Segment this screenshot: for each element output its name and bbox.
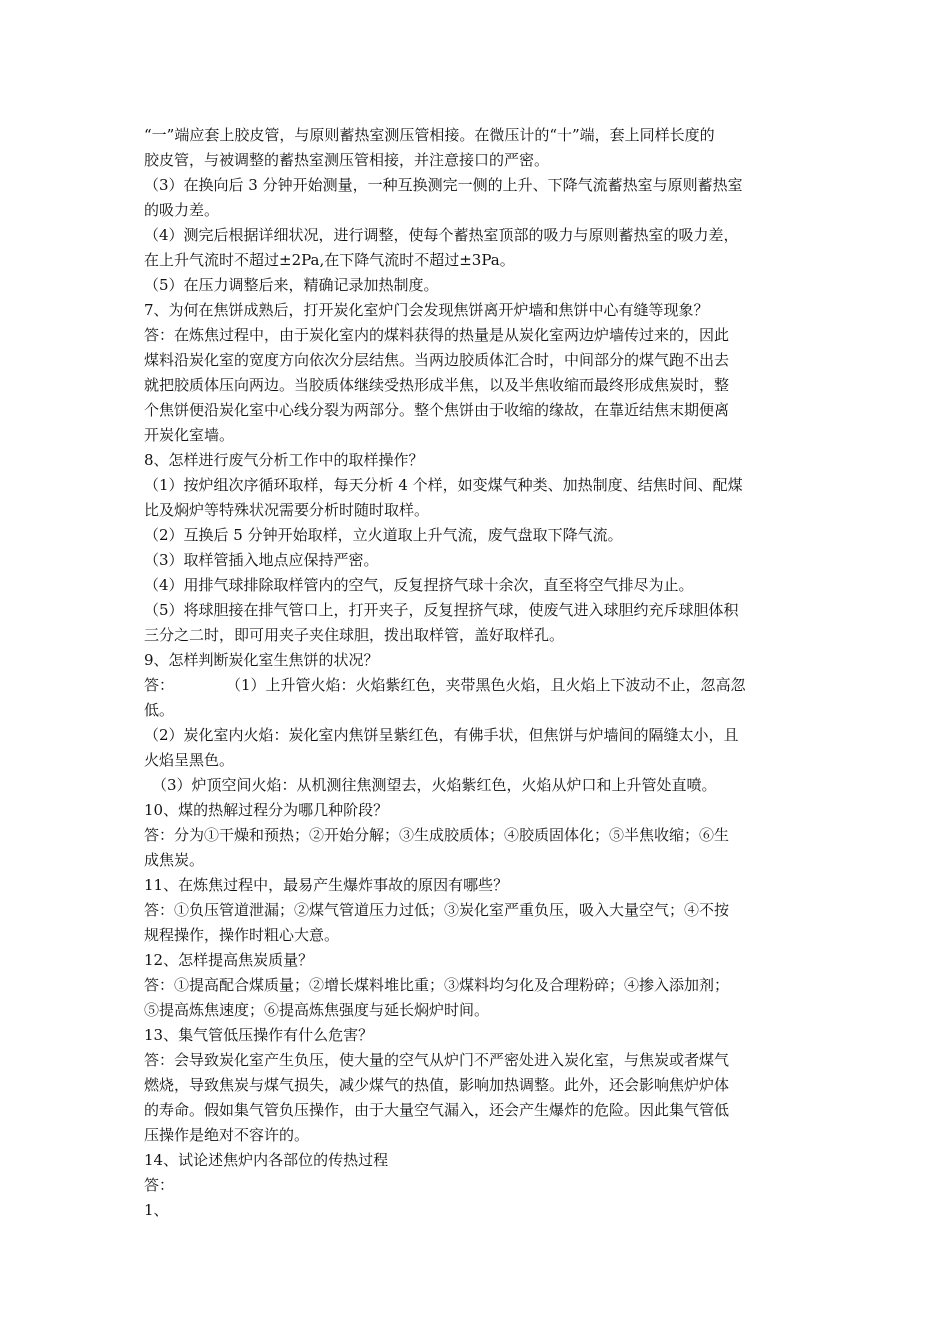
text-line: 低。 xyxy=(144,701,175,719)
answer-line: 成焦炭。 xyxy=(144,851,205,869)
text-line: （5）将球胆接在排气管口上，打开夹子，反复捏挤气球，使废气进入球胆约充斥球胆体积 xyxy=(144,601,739,619)
list-marker: 1、 xyxy=(144,1201,169,1219)
text-line: （1）按炉组次序循环取样，每天分析 4 个样，如变煤气种类、加热制度、结焦时间、配煤 xyxy=(144,476,743,494)
answer-item: （1）上升管火焰：火焰紫红色，夹带黑色火焰，且火焰上下波动不止，忽高忽 xyxy=(226,676,746,694)
answer-line xyxy=(144,673,808,698)
question-heading: 14、试论述焦炉内各部位的传热过程 xyxy=(144,1151,389,1169)
question-heading: 7、为何在焦饼成熟后，打开炭化室炉门会发现焦饼离开炉墙和焦饼中心有缝等现象？ xyxy=(144,301,709,319)
question-heading: 12、怎样提高焦炭质量？ xyxy=(144,951,314,969)
answer-line: 压操作是绝对不容许的。 xyxy=(144,1126,310,1144)
text-line: （2）炭化室内火焰：炭化室内焦饼呈紫红色，有佛手状，但焦饼与炉墙间的隔缝太小，且 xyxy=(144,726,739,744)
answer-line: 就把胶质体压向两边。当胶质体继续受热形成半焦，以及半焦收缩而最终形成焦炭时，整 xyxy=(144,376,730,394)
question-heading: 8、怎样进行废气分析工作中的取样操作？ xyxy=(144,451,424,469)
question-heading: 11、在炼焦过程中，最易产生爆炸事故的原因有哪些？ xyxy=(144,876,509,894)
answer-line: 答：分为①干燥和预热；②开始分解；③生成胶质体；④胶质固体化；⑤半焦收缩；⑥生 xyxy=(144,826,730,844)
text-line: 三分之二时，即可用夹子夹住球胆，拨出取样管，盖好取样孔。 xyxy=(144,626,565,644)
text-line: 胶皮管，与被调整的蓄热室测压管相接，并注意接口的严密。 xyxy=(144,151,550,169)
text-line: 的吸力差。 xyxy=(144,201,220,219)
text-line: （3）炉顶空间火焰：从机测往焦测望去，火焰紫红色，火焰从炉口和上升管处直喷。 xyxy=(152,776,717,794)
answer-line: 煤料沿炭化室的宽度方向依次分层结焦。当两边胶质体汇合时，中间部分的煤气跑不出去 xyxy=(144,351,730,369)
answer-label: 答： xyxy=(144,676,175,694)
answer-line: 答：会导致炭化室产生负压，使大量的空气从炉门不严密处进入炭化室，与焦炭或者煤气 xyxy=(144,1051,730,1069)
text-line: 在上升气流时不超过±2Pa,在下降气流时不超过±3Pa。 xyxy=(144,251,515,269)
answer-line: 的寿命。假如集气管负压操作，由于大量空气漏入，还会产生爆炸的危险。因此集气管低 xyxy=(144,1101,730,1119)
answer-line: 开炭化室墙。 xyxy=(144,426,235,444)
answer-line: 个焦饼便沿炭化室中心线分裂为两部分。整个焦饼由于收缩的缘故，在靠近结焦末期便离 xyxy=(144,401,730,419)
answer-line: 燃烧，导致焦炭与煤气损失，减少煤气的热值，影响加热调整。此外，还会影响焦炉炉体 xyxy=(144,1076,730,1094)
document-body xyxy=(144,123,808,1223)
text-line: （4）用排气球排除取样管内的空气，反复捏挤气球十余次，直至将空气排尽为止。 xyxy=(144,576,694,594)
text-line: （3）取样管插入地点应保持严密。 xyxy=(144,551,379,569)
text-line: “一”端应套上胶皮管，与原则蓄热室测压管相接。在微压计的“十”端，套上同样长度的 xyxy=(144,126,715,144)
question-heading: 13、集气管低压操作有什么危害？ xyxy=(144,1026,374,1044)
answer-line: 答：在炼焦过程中，由于炭化室内的煤料获得的热量是从炭化室两边炉墙传过来的，因此 xyxy=(144,326,730,344)
text-line: 比及焖炉等特殊状况需要分析时随时取样。 xyxy=(144,501,430,519)
text-line: （4）测完后根据详细状况，进行调整，使每个蓄热室顶部的吸力与原则蓄热室的吸力差， xyxy=(144,226,739,244)
question-heading: 9、怎样判断炭化室生焦饼的状况？ xyxy=(144,651,379,669)
question-heading: 10、煤的热解过程分为哪几种阶段？ xyxy=(144,801,389,819)
text-line: （5）在压力调整后来，精确记录加热制度。 xyxy=(144,276,439,294)
answer-line: 答：①提高配合煤质量；②增长煤料堆比重；③煤料均匀化及合理粉碎；④掺入添加剂； xyxy=(144,976,730,994)
answer-label: 答： xyxy=(144,1176,175,1194)
text-line: 火焰呈黑色。 xyxy=(144,751,235,769)
text-line: （2）互换后 5 分钟开始取样，立火道取上升气流，废气盘取下降气流。 xyxy=(144,526,623,544)
answer-line: ⑤提高炼焦速度；⑥提高炼焦强度与延长焖炉时间。 xyxy=(144,1001,490,1019)
text-line: （3）在换向后 3 分钟开始测量，一种互换测完一侧的上升、下降气流蓄热室与原则蓄热室 xyxy=(144,176,743,194)
answer-line: 规程操作，操作时粗心大意。 xyxy=(144,926,340,944)
answer-line: 答：①负压管道泄漏；②煤气管道压力过低；③炭化室严重负压，吸入大量空气；④不按 xyxy=(144,901,730,919)
